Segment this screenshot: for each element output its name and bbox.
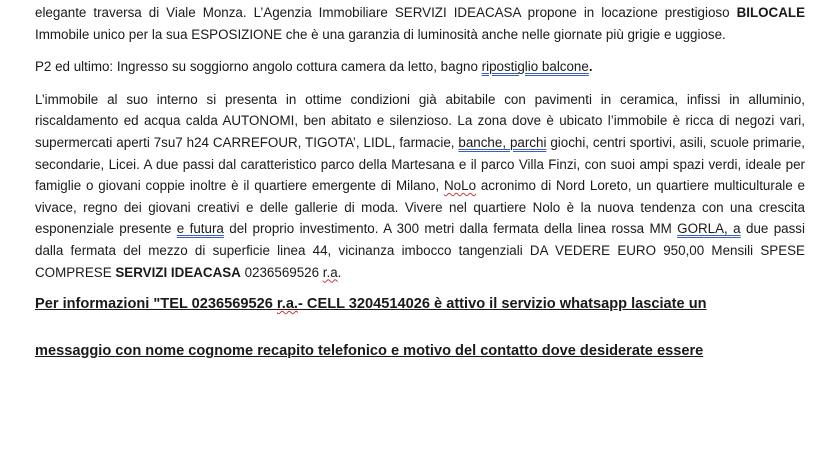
servizi-ideacasa-bold: SERVIZI IDEACASA	[115, 264, 241, 280]
paragraph1-text-end: Immobile unico per la sua ESPOSIZIONE che è una garanzia di luminosità anche nelle giornate più grigie e uggiose.	[35, 26, 726, 42]
grammar-flag-ripostiglio[interactable]: ripostiglio balcone	[481, 59, 589, 75]
description-paragraph-3	[35, 89, 805, 283]
grammar-flag-gorla[interactable]: GORLA, a	[677, 221, 741, 237]
contact-info-text-end: - CELL 3204514026 è attivo il servizio whatsapp lasciate un	[298, 296, 707, 313]
spell-flag-nolo[interactable]: NoLo	[444, 178, 477, 194]
paragraph3-part7: .	[337, 264, 342, 280]
contact-info-line-1	[35, 294, 805, 315]
paragraph3-part3: acronimo di Nord Loreto, un quartiere multiculturale e vivace, regno dei giovani creativi e delle gallerie di moda. Vivere nel quartiere Nolo è la nuova tendenza con una crescita esponenziale presente	[35, 178, 805, 237]
paragraph3-part2: giochi, centri sportivi, asili, scuole primarie, secondarie, Licei. A due passi dal caratteristico parco della Martesana e il parco Villa Finzi, con suoi ampi spazi verdi, ideale per famiglie o giovani coppie inoltre è il quartiere emergente di Milano,	[35, 134, 805, 194]
description-paragraph-1	[35, 2, 805, 45]
contact-info-text: Per informazioni "TEL 0236569526	[35, 296, 277, 313]
paragraph3-part4: del proprio investimento. A 300 metri dalla fermata della linea rossa MM	[223, 221, 678, 237]
spell-flag-ra-contact[interactable]: r.a.	[276, 296, 298, 313]
paragraph1-text: elegante traversa di Viale Monza. L’Agenzia Immobiliare SERVIZI IDEACASA propone in locazione prestigioso	[35, 5, 737, 20]
paragraph3-part1: L’immobile al suo interno si presenta in ottime condizioni già abitabile con pavimenti in ceramica, infissi in alluminio, riscaldamento ed acqua calda AUTONOMI, ben abitato e silenzioso. La zona dove è ubicato l’immobile è ricca di negozi vari, supermercati aperti 7su7 h24 CARREFOUR, TIGOTA’, LIDL, farmacie,	[35, 91, 805, 150]
spell-flag-ra[interactable]: r.a	[322, 264, 338, 280]
grammar-flag-futura[interactable]: e futura	[176, 221, 224, 237]
description-paragraph-2	[35, 56, 805, 78]
grammar-flag-banche[interactable]: banche, parchi	[458, 134, 547, 150]
contact-info-line-2: messaggio con nome cognome recapito telefonico e motivo del contatto dove desiderate essere	[35, 343, 704, 360]
paragraph3-part5: due passi dalla fermata del mezzo di superficie linea 44, vicinanza imbocco tangenziali DA VEDERE EURO 950,00 Mensili SPESE COMPRESE	[35, 221, 805, 280]
bilocale-bold: BILOCALE	[736, 5, 805, 20]
paragraph3-part6: 0236569526	[240, 264, 323, 280]
document-body	[35, 2, 805, 362]
paragraph2-end: .	[588, 59, 593, 75]
paragraph2-text: P2 ed ultimo: Ingresso su soggiorno angolo cottura camera da letto, bagno	[35, 59, 482, 75]
